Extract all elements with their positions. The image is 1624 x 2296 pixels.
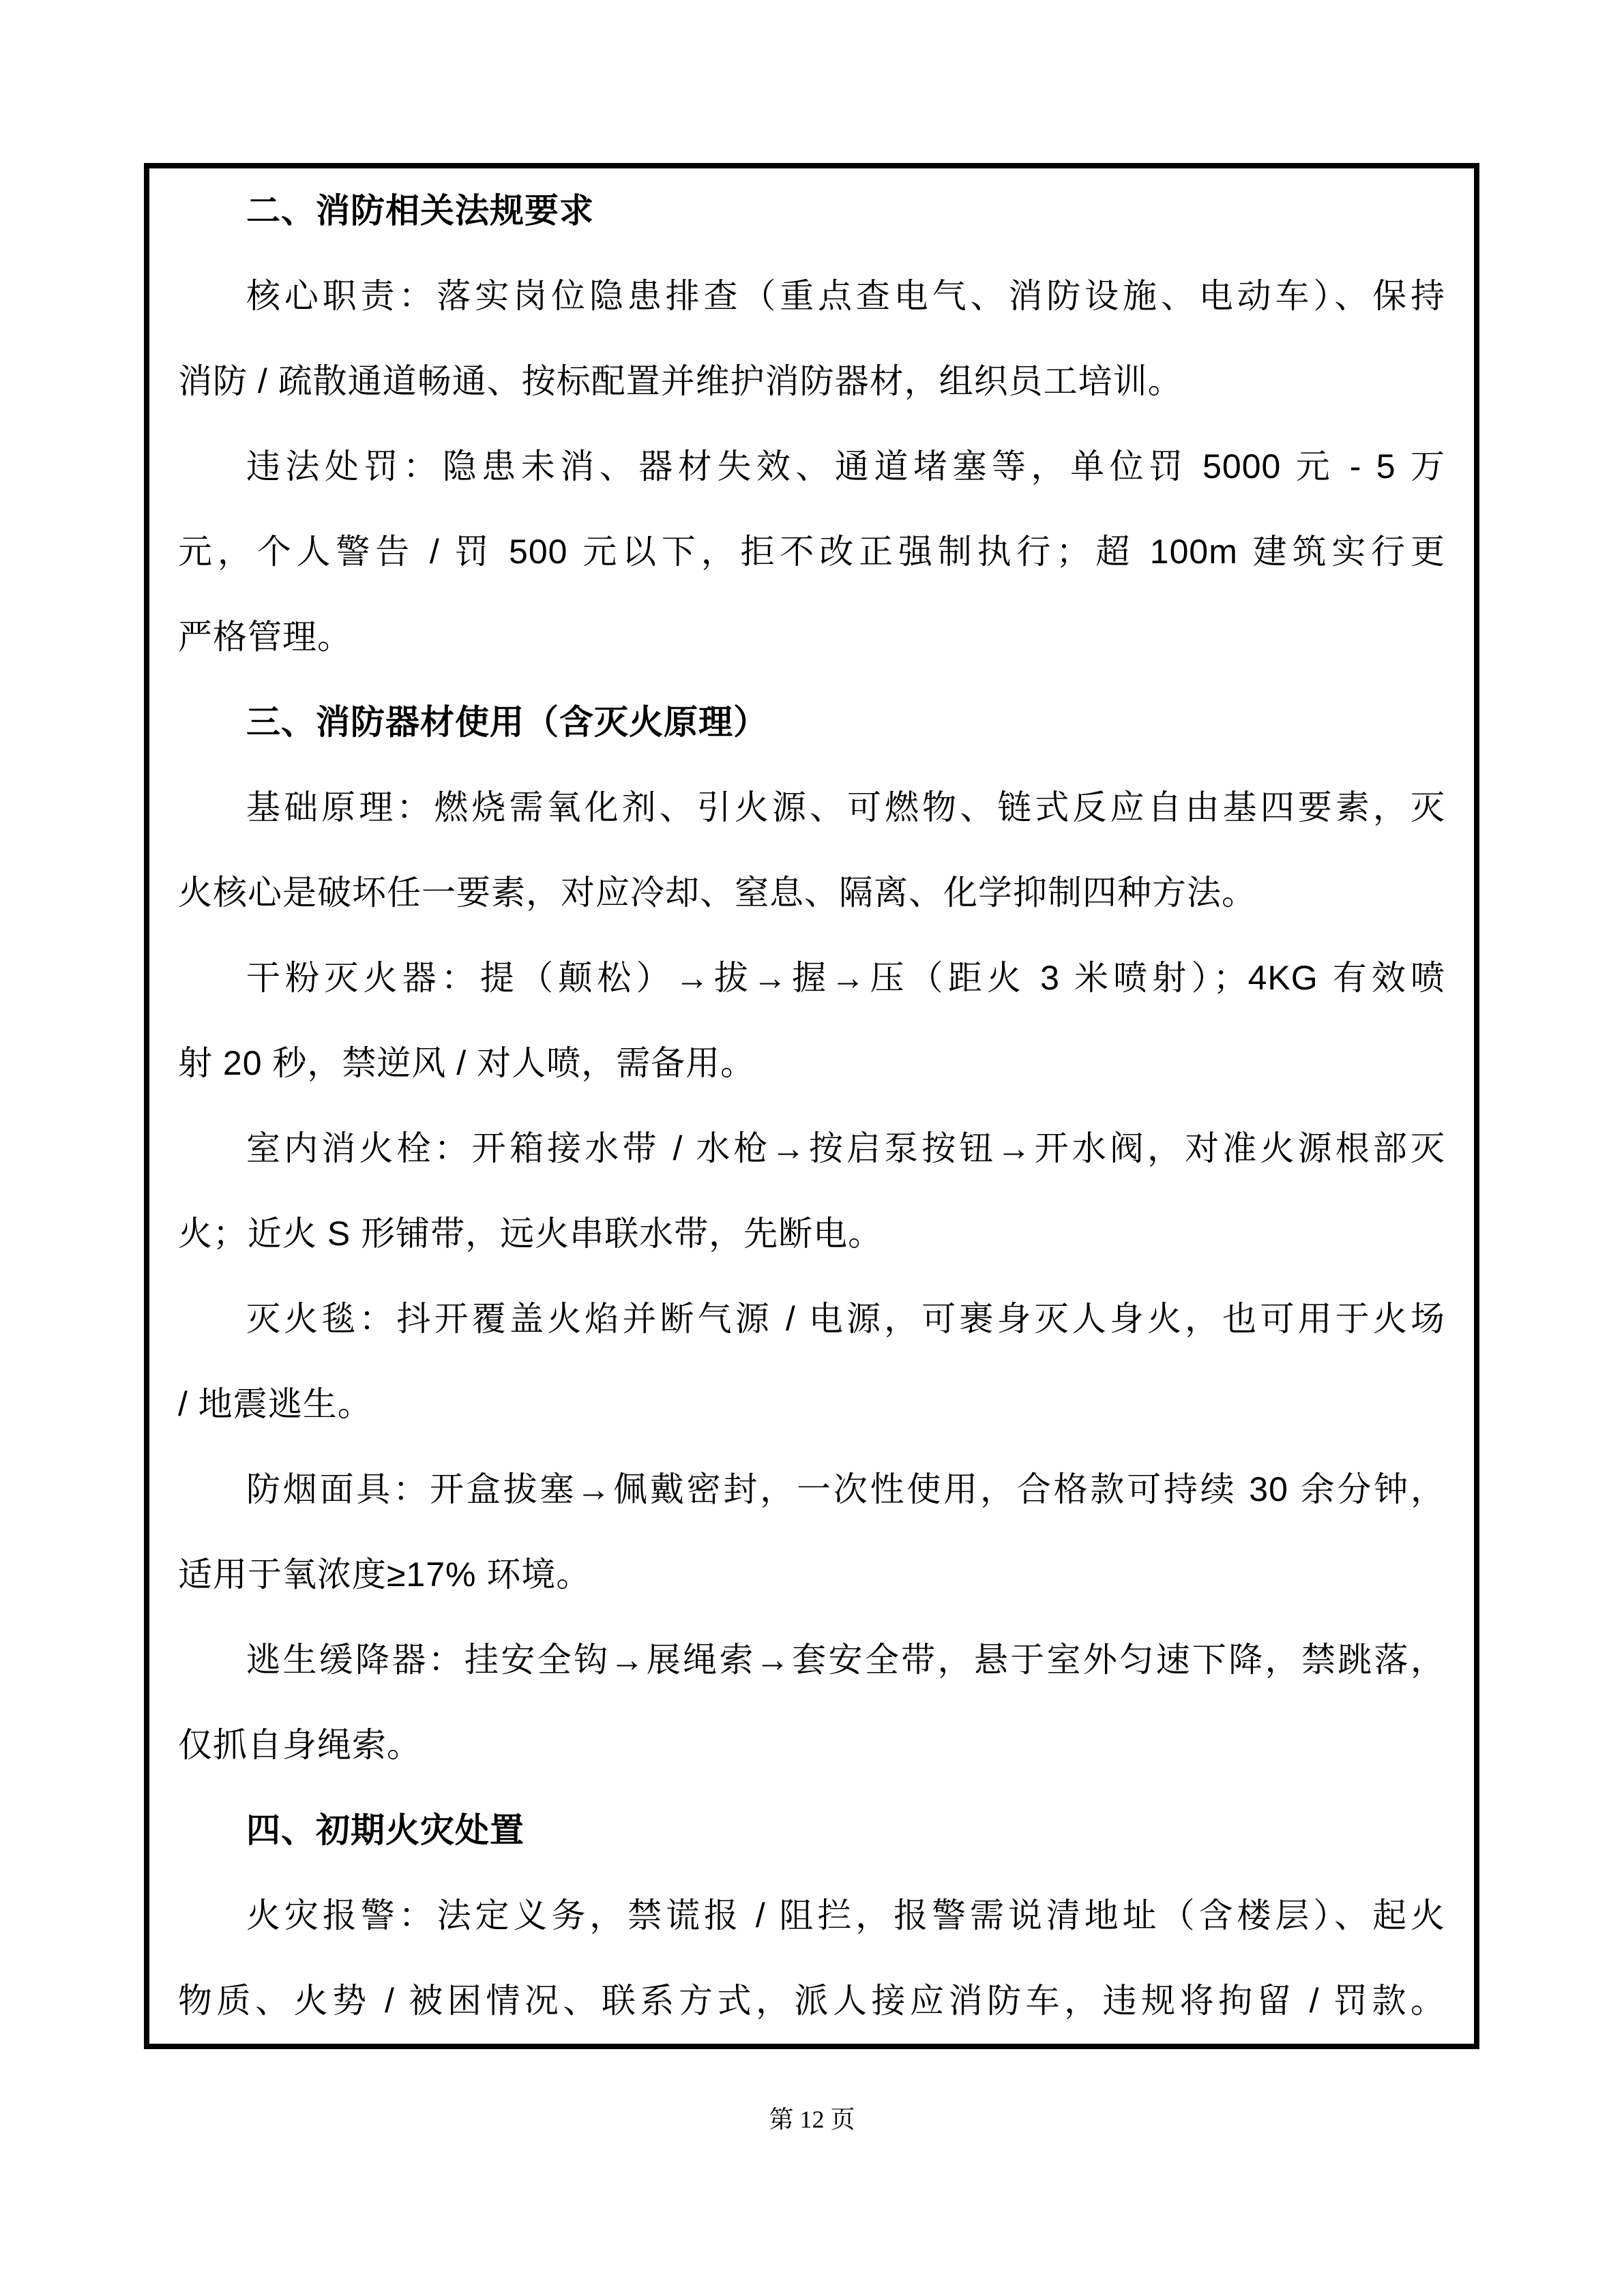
- page-number: 第 12 页: [769, 2106, 855, 2133]
- smoke-mask-line-1: 防烟面具：开盒拔塞→佩戴密封，一次性使用，合格款可持续 30 余分钟，: [246, 1470, 1445, 1508]
- principle-line-2: 火核心是破坏任一要素，对应冷却、窒息、隔离、化学抑制四种方法。: [178, 874, 1256, 912]
- smoke-mask-line-2: 适用于氧浓度≥17% 环境。: [178, 1555, 591, 1594]
- section-heading-2: 二、消防相关法规要求: [246, 192, 594, 230]
- descender-line-1: 逃生缓降器：挂安全钩→展绳索→套安全带，悬于室外匀速下降，禁跳落，: [246, 1641, 1445, 1679]
- content-border-box: [144, 163, 1479, 2049]
- hydrant-line-1: 室内消火栓：开箱接水带 / 水枪→按启泵按钮→开水阀，对准火源根部灭: [246, 1129, 1445, 1167]
- fire-alarm-line-2: 物质、火势 / 被困情况、联系方式，派人接应消防车，违规将拘留 / 罚款。: [178, 1982, 1445, 2020]
- penalty-line-2: 元，个人警告 / 罚 500 元以下，拒不改正强制执行；超 100m 建筑实行更: [178, 533, 1445, 571]
- fire-blanket-line-1: 灭火毯：抖开覆盖火焰并断气源 / 电源，可裹身灭人身火，也可用于火场: [246, 1300, 1445, 1338]
- core-duty-line-1: 核心职责：落实岗位隐患排查（重点查电气、消防设施、电动车）、保持: [246, 277, 1445, 315]
- descender-line-2: 仅抓自身绳索。: [178, 1726, 422, 1764]
- penalty-line-1: 违法处罚：隐患未消、器材失效、通道堵塞等，单位罚 5000 元 - 5 万: [246, 447, 1445, 486]
- fire-alarm-line-1: 火灾报警：法定义务，禁谎报 / 阻拦，报警需说清地址（含楼层）、起火: [246, 1896, 1445, 1935]
- penalty-line-3: 严格管理。: [178, 618, 352, 656]
- fire-blanket-line-2: / 地震逃生。: [178, 1385, 372, 1423]
- extinguisher-line-1: 干粉灭火器：提（颠松）→拔→握→压（距火 3 米喷射）；4KG 有效喷: [246, 959, 1445, 997]
- section-heading-4: 四、初期火灾处置: [246, 1811, 525, 1849]
- principle-line-1: 基础原理：燃烧需氧化剂、引火源、可燃物、链式反应自由基四要素，灭: [246, 788, 1445, 826]
- extinguisher-line-2: 射 20 秒，禁逆风 / 对人喷，需备用。: [178, 1044, 756, 1082]
- core-duty-line-2: 消防 / 疏散通道畅通、按标配置并维护消防器材，组织员工培训。: [178, 362, 1183, 400]
- section-heading-3: 三、消防器材使用（含灭火原理）: [246, 703, 768, 741]
- hydrant-line-2: 火；近火 S 形铺带，远火串联水带，先断电。: [178, 1214, 883, 1253]
